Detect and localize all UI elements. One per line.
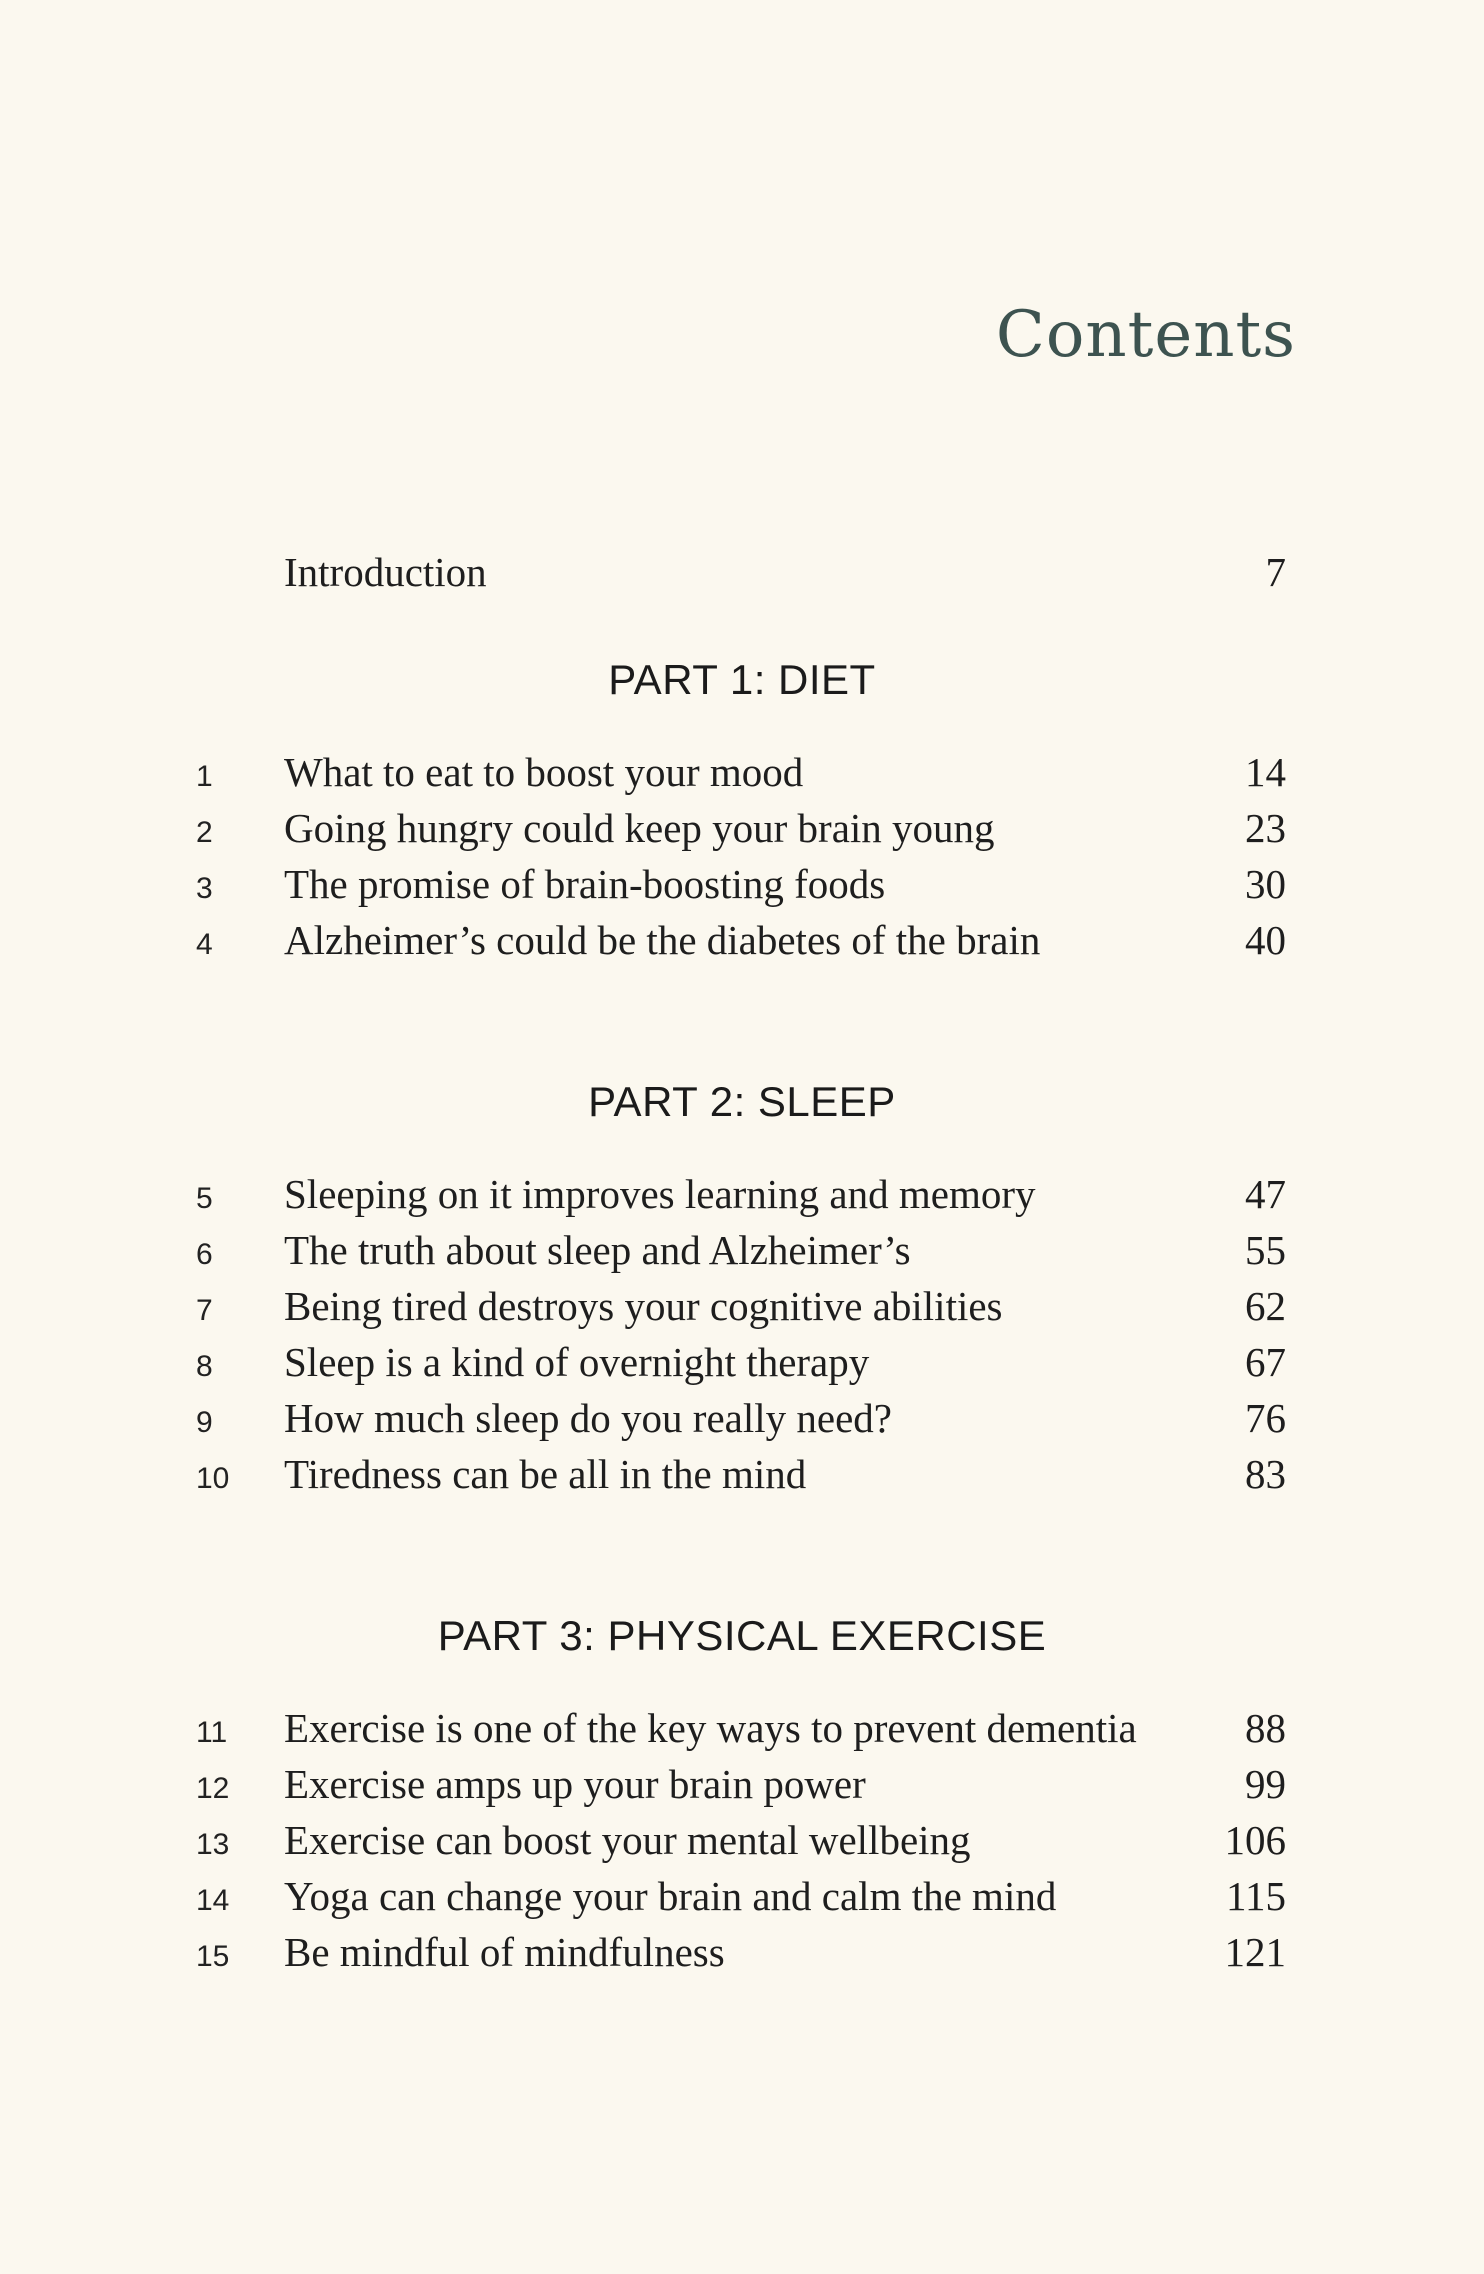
chapter-number: 8	[196, 1350, 213, 1383]
chapter-number: 13	[196, 1828, 230, 1861]
entry-title: What to eat to boost your mood	[284, 749, 804, 795]
chapter-number: 4	[196, 928, 213, 961]
chapter-number: 14	[196, 1884, 230, 1917]
chapter-number: 1	[196, 760, 213, 793]
toc-entry	[0, 1170, 1484, 1226]
entry-title: Alzheimer’s could be the diabetes of the brain	[284, 917, 1041, 963]
entry-page: 76	[1245, 1395, 1286, 1441]
toc-entry	[0, 860, 1484, 916]
entry-page: 121	[1224, 1929, 1286, 1975]
toc-entry	[0, 1226, 1484, 1282]
chapter-number: 7	[196, 1294, 213, 1327]
chapter-number: 5	[196, 1182, 213, 1215]
entry-page: 99	[1245, 1761, 1286, 1807]
toc-entry	[0, 1450, 1484, 1506]
toc-entry	[0, 1928, 1484, 1984]
chapter-number: 9	[196, 1406, 213, 1439]
part-heading: PART 1: DIET	[608, 656, 876, 703]
toc-entry	[0, 1704, 1484, 1760]
entry-title: Be mindful of mindfulness	[284, 1929, 725, 1975]
part-heading: PART 2: SLEEP	[588, 1078, 896, 1125]
page-title: Contents	[995, 298, 1296, 372]
entry-title: Introduction	[284, 549, 487, 595]
toc-entry	[0, 1282, 1484, 1338]
entry-title: Yoga can change your brain and calm the mind	[284, 1873, 1057, 1919]
entry-page: 23	[1245, 805, 1286, 851]
entry-title: Exercise can boost your mental wellbeing	[284, 1817, 971, 1863]
entry-title: Being tired destroys your cognitive abilities	[284, 1283, 1003, 1329]
part-heading: PART 3: PHYSICAL EXERCISE	[437, 1612, 1047, 1659]
toc-entry	[0, 1394, 1484, 1450]
chapter-number: 2	[196, 816, 213, 849]
entry-page: 62	[1245, 1283, 1286, 1329]
entry-page: 83	[1245, 1451, 1286, 1497]
chapter-number: 15	[196, 1940, 230, 1973]
entry-page: 67	[1245, 1339, 1286, 1385]
toc-entry-introduction	[0, 548, 1484, 604]
entry-title: How much sleep do you really need?	[284, 1395, 892, 1441]
entry-page: 115	[1226, 1873, 1286, 1919]
entry-page: 30	[1245, 861, 1286, 907]
toc-entry	[0, 1816, 1484, 1872]
toc-entry	[0, 916, 1484, 972]
toc-entry	[0, 748, 1484, 804]
entry-page: 14	[1245, 749, 1286, 795]
entry-title: Exercise is one of the key ways to prevent dementia	[284, 1705, 1137, 1751]
entry-title: Sleep is a kind of overnight therapy	[284, 1339, 870, 1385]
entry-title: The promise of brain-boosting foods	[284, 861, 886, 907]
entry-title: Exercise amps up your brain power	[284, 1761, 866, 1807]
chapter-number: 6	[196, 1238, 213, 1271]
entry-title: Going hungry could keep your brain young	[284, 805, 995, 851]
entry-title: Tiredness can be all in the mind	[284, 1451, 807, 1497]
entry-page: 106	[1224, 1817, 1286, 1863]
entry-page: 47	[1245, 1171, 1286, 1217]
chapter-number: 3	[196, 872, 213, 905]
entry-title: The truth about sleep and Alzheimer’s	[284, 1227, 911, 1273]
chapter-number: 11	[196, 1716, 228, 1749]
toc-entry	[0, 1872, 1484, 1928]
toc-entry	[0, 804, 1484, 860]
chapter-number: 12	[196, 1772, 230, 1805]
entry-page: 40	[1245, 917, 1286, 963]
entry-title: Sleeping on it improves learning and memory	[284, 1171, 1036, 1217]
chapter-number: 10	[196, 1462, 230, 1495]
entry-page: 88	[1245, 1705, 1286, 1751]
entry-page: 55	[1245, 1227, 1286, 1273]
toc-entry	[0, 1760, 1484, 1816]
entry-page: 7	[1265, 549, 1286, 595]
toc-entry	[0, 1338, 1484, 1394]
